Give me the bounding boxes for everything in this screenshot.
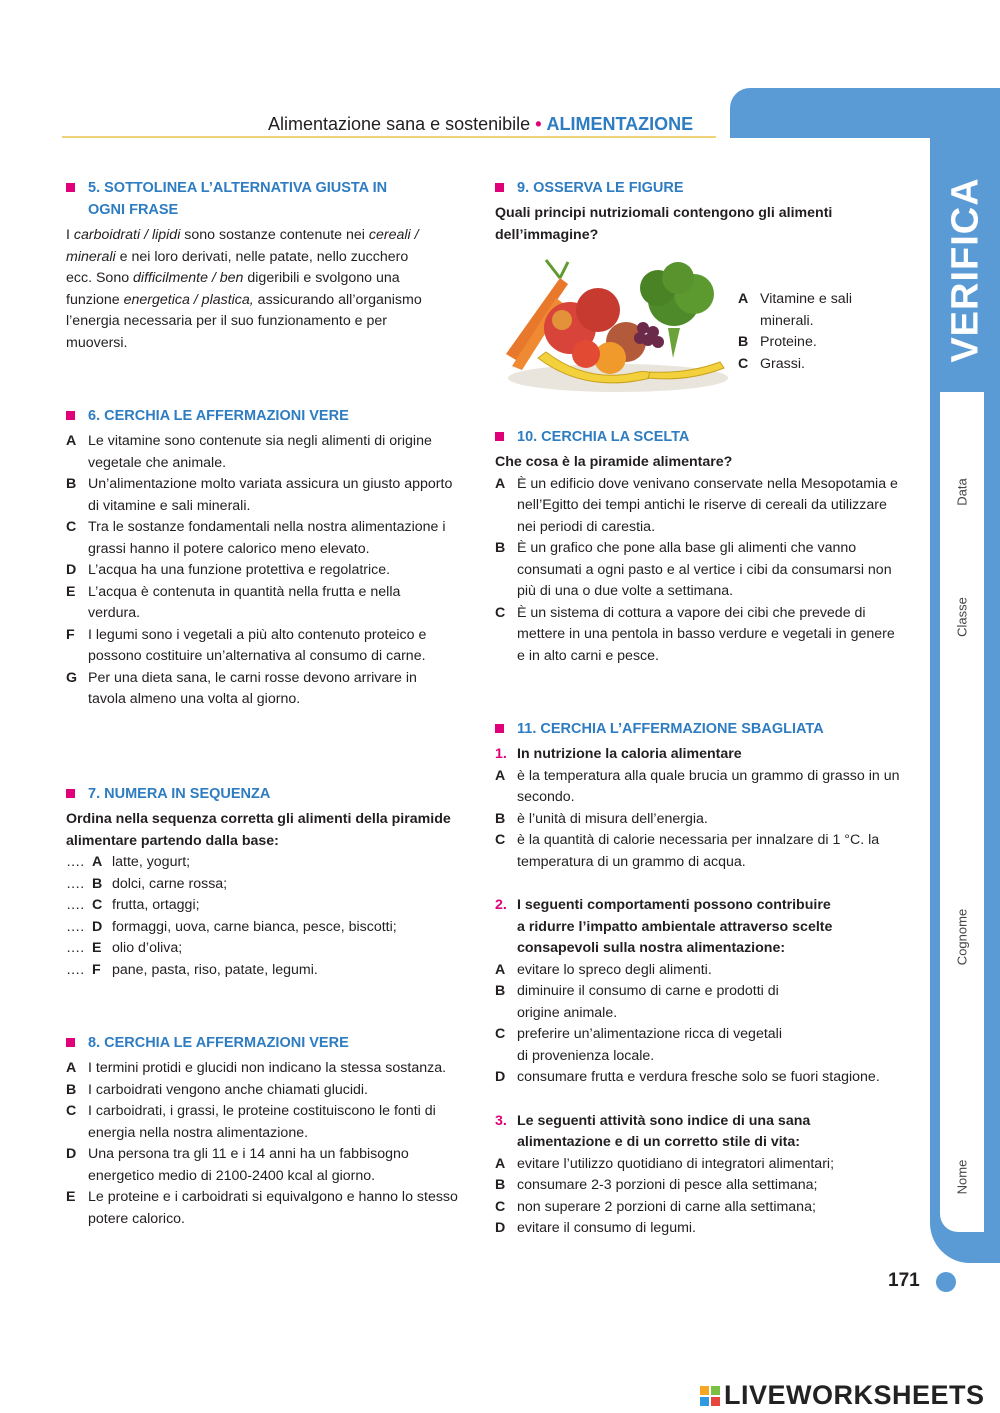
q7-item-b[interactable]: …. B dolci, carne rossa;	[66, 875, 228, 892]
question-8	[66, 1032, 468, 1230]
question-9	[495, 177, 895, 246]
brand-name: LIVEWORKSHEETS	[724, 1380, 985, 1410]
q6-option-e[interactable]: E L’acqua è contenuta in quantità nella frutta e nella verdura.	[66, 583, 401, 621]
q8-option-c[interactable]: C I carboidrati, i grassi, le proteine costituiscono le fonti di energia nella nostra alimentazione.	[66, 1103, 436, 1141]
q8-option-d[interactable]: D Una persona tra gli 11 e i 14 anni ha un fabbisogno energetico medio di 2100-2400 kcal al giorno.	[66, 1146, 409, 1184]
q11-3-option-b[interactable]: B consumare 2-3 porzioni di pesce alla settimana;	[495, 1177, 818, 1193]
header-subject: Alimentazione sana e sostenibile	[268, 114, 531, 134]
q10-title: 10. CERCHIA LA SCELTA	[495, 426, 905, 448]
q5-text-part: sono sostanze contenute nei	[180, 227, 369, 243]
field-classe[interactable]: Classe	[954, 597, 970, 637]
q6-option-a[interactable]: A Le vitamine sono contenute sia negli alimenti di origine vegetale che animale.	[66, 433, 432, 471]
q5-text-part: assicurando all’organismo l’energia necessaria per il suo funzionamento e per muoversi.	[66, 291, 422, 351]
q5-text-part: I	[66, 227, 74, 243]
q11-3-option-a[interactable]: A evitare l’utilizzo quotidiano di integratori alimentari;	[495, 1155, 835, 1172]
q11-2-option-b[interactable]: B diminuire il consumo di carne e prodotti di origine animale.	[495, 983, 779, 1021]
question-11	[495, 718, 900, 1240]
q8-option-b[interactable]: B I carboidrati vengono anche chiamati glucidi.	[66, 1081, 368, 1098]
fruit-vegetables-image	[498, 258, 736, 394]
question-6	[66, 405, 456, 711]
q5-text[interactable]	[66, 225, 426, 354]
q11-2-option-c[interactable]: C preferire un’alimentazione ricca di vegetali di provenienza locale.	[495, 1026, 782, 1064]
q5-alternative[interactable]: difficilmente / ben	[133, 270, 244, 286]
q10-option-b[interactable]: B È un grafico che pone alla base gli alimenti che vanno consumati a ogni pasto e al vertice i cibi da consumarsi non più di una o due volte a settimana.	[495, 540, 892, 599]
q5-alternative[interactable]: carboidrati / lipidi	[73, 227, 181, 243]
q7-item-e[interactable]: …. E olio d’oliva;	[66, 940, 183, 956]
q9-title: 9. OSSERVA LE FIGURE	[495, 177, 895, 199]
q9-question: Quali principi nutriziomali contengono gli alimenti dell’immagine?	[495, 205, 833, 243]
q7-title: 7. NUMERA IN SEQUENZA	[66, 783, 466, 805]
q7-item-c[interactable]: …. C frutta, ortaggi;	[66, 897, 200, 913]
q11-title: 11. CERCHIA L’AFFERMAZIONE SBAGLIATA	[495, 718, 900, 740]
q11-1-stem: 1. In nutrizione la caloria alimentare	[495, 746, 742, 762]
q5-alternative[interactable]: cereali / minerali	[66, 227, 419, 265]
q10-option-a[interactable]: A È un edificio dove venivano conservate nella Mesopotamia e nell’Egitto dei tempi antichi le riserve di cereali da utilizzare nei periodi di carestia.	[495, 475, 898, 535]
q8-option-e[interactable]: E Le proteine e i carboidrati si equivalgono e hanno lo stesso potere calorico.	[66, 1189, 458, 1227]
q7-item-d[interactable]: …. D formaggi, uova, carne bianca, pesce, biscotti;	[66, 918, 397, 935]
header-section: ALIMENTAZIONE	[546, 114, 694, 134]
q7-question: Ordina nella sequenza corretta gli alimenti della piramide alimentare partendo dalla base:	[66, 811, 451, 849]
page-header	[268, 114, 693, 135]
q11-1-option-a[interactable]: A è la temperatura alla quale brucia un grammo di grasso in un secondo.	[495, 767, 900, 805]
q6-option-c[interactable]: C Tra le sostanze fondamentali nella nostra alimentazione i grassi hanno il potere calorico meno elevato.	[66, 519, 446, 557]
field-data[interactable]: Data	[954, 478, 970, 506]
q11-3-option-c[interactable]: C non superare 2 porzioni di carne alla settimana;	[495, 1198, 816, 1215]
q11-group-2	[495, 895, 900, 1089]
header-rule	[62, 136, 716, 138]
q9-option-c[interactable]: C Grassi.	[738, 355, 805, 372]
q11-group-3	[495, 1111, 900, 1240]
field-nome[interactable]: Nome	[954, 1159, 970, 1195]
field-cognome[interactable]: Cognome	[954, 908, 970, 966]
q11-2-stem: 2. I seguenti comportamenti possono contribuire a ridurre l’impatto ambientale attraverso scelte consapevoli sulla nostra alimentazione:	[495, 897, 833, 956]
q5-alternative[interactable]: energetica / plastica,	[123, 291, 254, 308]
q8-title: 8. CERCHIA LE AFFERMAZIONI VERE	[66, 1032, 468, 1054]
q6-option-b[interactable]: B Un’alimentazione molto variata assicura un giusto apporto di vitamine e sali minerali.	[66, 476, 453, 514]
q9-option-a[interactable]: A Vitamine e sali minerali.	[738, 291, 853, 329]
q7-item-a[interactable]: …. A latte, yogurt;	[66, 854, 191, 870]
q10-option-c[interactable]: C È un sistema di cottura a vapore dei cibi che prevede di mettere in una pentola in basso verdure e vegetali in genere e in alto carni e pesce.	[495, 604, 895, 664]
q9-option-b[interactable]: B Proteine.	[738, 334, 817, 350]
q5-title: 5. SOTTOLINEA L’ALTERNATIVA GIUSTA IN OGNI FRASE	[66, 177, 426, 221]
header-separator: •	[535, 114, 542, 134]
q11-3-stem: 3. Le seguenti attività sono indice di una sana alimentazione e di un corretto stile di vita:	[495, 1112, 811, 1150]
q6-option-d[interactable]: D L’acqua ha una funzione protettiva e regolatrice.	[66, 562, 391, 578]
q6-title: 6. CERCHIA LE AFFERMAZIONI VERE	[66, 405, 456, 427]
student-info-box	[940, 392, 984, 1232]
q11-2-option-d[interactable]: D consumare frutta e verdura fresche solo se fuori stagione.	[495, 1069, 880, 1085]
q8-option-a[interactable]: A I termini protidi e glucidi non indicano la stessa sostanza.	[66, 1060, 447, 1076]
q11-group-1	[495, 744, 900, 873]
q11-2-option-a[interactable]: A evitare lo spreco degli alimenti.	[495, 961, 712, 978]
q5-text-part: digeribili e svolgono una funzione	[66, 270, 400, 308]
page-dot	[936, 1272, 956, 1292]
verifica-label: VERIFICA	[944, 177, 987, 363]
q11-1-option-b[interactable]: B è l’unità di misura dell’energia.	[495, 810, 708, 827]
q7-item-f[interactable]: …. F pane, pasta, riso, patate, legumi.	[66, 961, 318, 978]
question-7	[66, 783, 466, 981]
q9-options	[738, 289, 868, 375]
question-5	[66, 177, 426, 354]
q5-text-part: e nei loro derivati, nelle patate, nello zucchero ecc. Sono	[66, 248, 409, 286]
q11-3-option-d[interactable]: D evitare il consumo di legumi.	[495, 1220, 696, 1236]
page-number: 171	[888, 1270, 920, 1291]
q11-1-option-c[interactable]: C è la quantità di calorie necessaria per innalzare di 1 °C. la temperatura di un grammo di acqua.	[495, 832, 880, 870]
logo-squares-icon	[700, 1386, 720, 1406]
q10-question: Che cosa è la piramide alimentare?	[495, 454, 733, 470]
liveworksheets-logo	[700, 1380, 985, 1411]
q6-option-g[interactable]: G Per una dieta sana, le carni rosse devono arrivare in tavola almeno una volta al giorno.	[66, 669, 417, 707]
question-10	[495, 426, 905, 667]
q6-option-f[interactable]: F I legumi sono i vegetali a più alto contenuto proteico e possono costituire un’alternativa al consumo di carne.	[66, 626, 427, 664]
